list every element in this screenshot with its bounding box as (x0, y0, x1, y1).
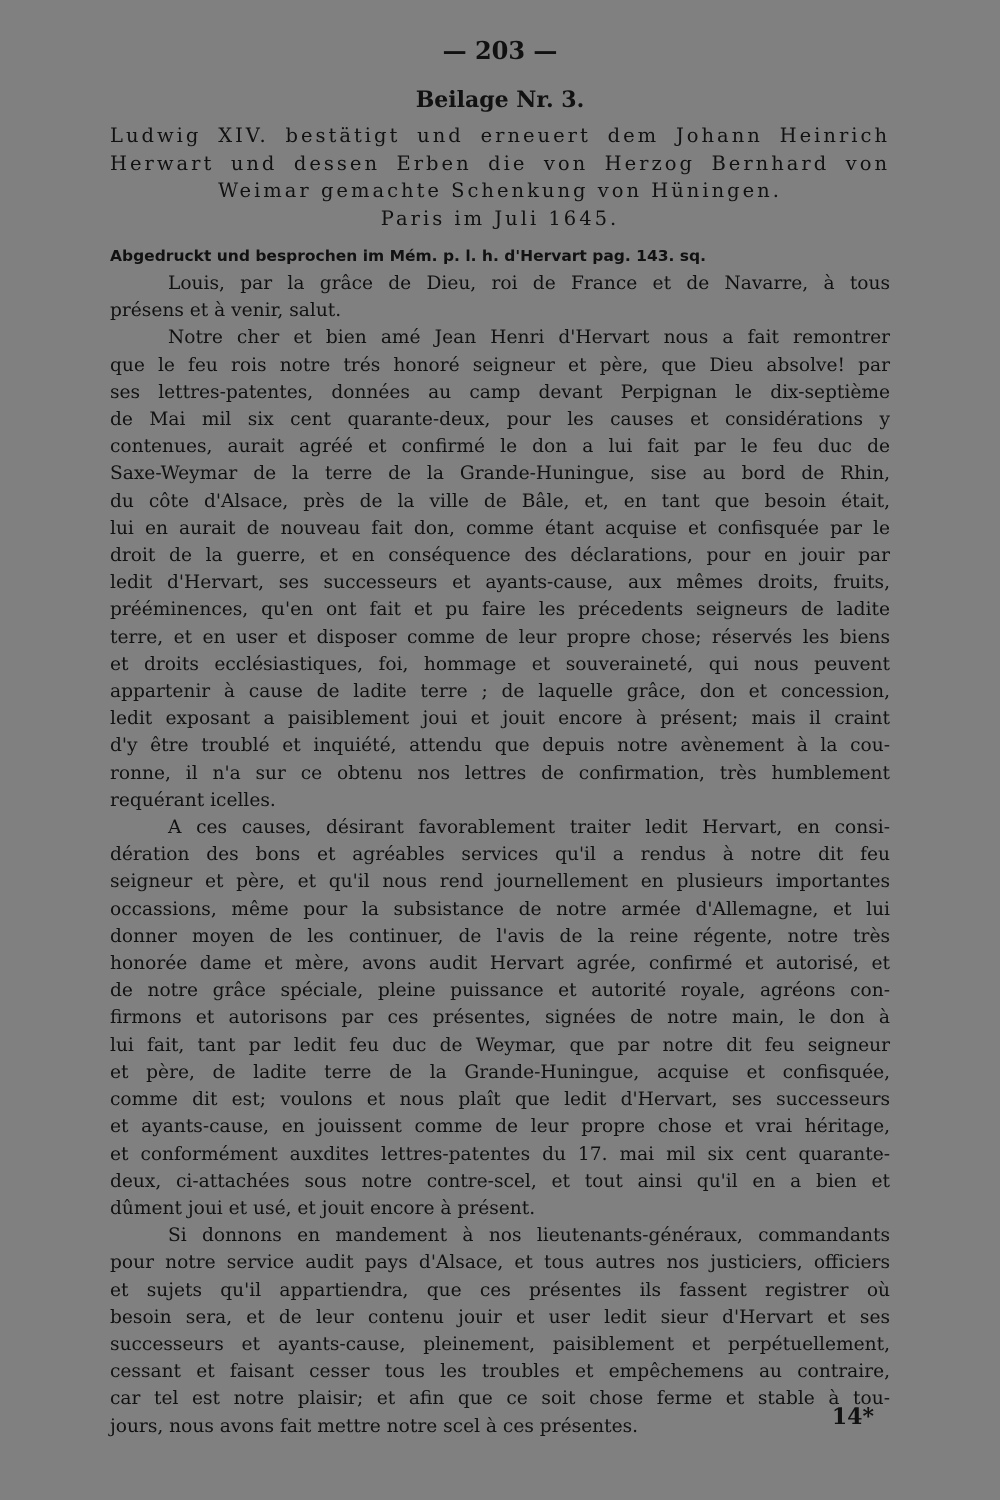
text-line: et sujets qu'il appartiendra, que ces présentes ils fassent registrer où (110, 1279, 890, 1301)
paragraph (110, 1222, 890, 1440)
text-line: dération des bons et agréables services qu'il a rendus à notre dit feu (110, 844, 890, 866)
text-line: appartenir à cause de ladite terre ; de laquelle grâce, don et concession, (110, 681, 890, 703)
text-line: terre, et en user et disposer comme de leur propre chose; réservés les biens (110, 626, 890, 648)
paragraph (110, 324, 890, 814)
signature-mark: 14* (831, 1404, 874, 1430)
source-citation: Abgedruckt und besprochen im Mém. p. l. h. d'Hervart pag. 143. sq. (110, 247, 707, 265)
heading-line: Ludwig XIV. bestätigt und erneuert dem Johann Heinrich (110, 124, 890, 147)
text-line: présens et à venir, salut. (110, 300, 342, 322)
document-heading (110, 122, 890, 232)
heading-line: Herwart und dessen Erben die von Herzog Bernhard von (110, 151, 890, 175)
appendix-title: Beilage Nr. 3. (415, 87, 585, 113)
text-line: du côte d'Alsace, près de la ville de Bâle, et, en tant que besoin était, (110, 490, 890, 512)
text-line: firmons et autorisons par ces présentes, signées de notre main, le don à (110, 1007, 890, 1029)
document-page (110, 28, 890, 1472)
text-line: et père, de ladite terre de la Grande-Huningue, acquise et confisquée, (110, 1061, 890, 1083)
text-line: Si donnons en mandement à nos lieutenants-généraux, commandants (168, 1225, 890, 1247)
paragraph (110, 814, 890, 1222)
text-line: lui en aurait de nouveau fait don, comme étant acquise et confisquée par le (110, 517, 890, 539)
text-line: de notre grâce spéciale, pleine puissance et autorité royale, agréons con- (110, 980, 890, 1002)
text-line: ses lettres-patentes, données au camp devant Perpignan le dix-septième (110, 381, 890, 403)
text-line: donner moyen de les continuer, de l'avis de la reine régente, notre très (110, 925, 890, 947)
text-line: ledit exposant a paisiblement joui et jouit encore à présent; mais il craint (110, 708, 890, 730)
text-line: besoin sera, et de leur contenu jouir et user ledit sieur d'Hervart et ses (110, 1306, 890, 1328)
text-line: de Mai mil six cent quarante-deux, pour les causes et considérations y (110, 409, 890, 431)
text-line: comme dit est; voulons et nous plaît que ledit d'Hervart, ses successeurs (110, 1089, 890, 1111)
text-line: cessant et faisant cesser tous les troubles et empêchemens au contraire, (110, 1361, 890, 1383)
text-line: A ces causes, désirant favorablement traiter ledit Hervart, en consi- (168, 817, 890, 839)
text-line: d'y être troublé et inquiété, attendu que depuis notre avènement à la cou- (110, 735, 890, 757)
text-line: occassions, même pour la subsistance de notre armée d'Allemagne, et lui (110, 898, 890, 920)
text-line: requérant icelles. (110, 789, 276, 811)
text-line: successeurs et ayants-cause, pleinement, paisiblement et perpétuellement, (110, 1333, 890, 1355)
text-line: et ayants-cause, en jouissent comme de leur propre chose et vrai héritage, (110, 1116, 890, 1138)
text-line: lui fait, tant par ledit feu duc de Weymar, que par notre dit feu seigneur (110, 1034, 890, 1056)
text-line: prééminences, qu'en ont fait et pu faire les précedents seigneurs de ladite (110, 599, 890, 621)
heading-date: Paris im Juli 1645. (380, 206, 620, 230)
text-line: et conformément auxdites lettres-patentes du 17. mai mil six cent quarante- (110, 1143, 890, 1165)
text-line: deux, ci-attachées sous notre contre-scel, et tout ainsi qu'il en a bien et (110, 1170, 890, 1192)
text-line: car tel est notre plaisir; et afin que ce soit chose ferme et stable à tou- (110, 1388, 890, 1410)
page-number: — 203 — (442, 36, 558, 65)
text-line: dûment joui et usé, et jouit encore à présent. (110, 1197, 536, 1219)
text-line: que le feu rois notre trés honoré seigneur et père, que Dieu absolve! par (110, 354, 890, 376)
heading-line: Weimar gemachte Schenkung von Hüningen. (218, 179, 782, 202)
text-line: jours, nous avons fait mettre notre scel à ces présentes. (110, 1415, 639, 1437)
text-line: seigneur et père, et qu'il nous rend journellement en plusieurs importantes (110, 871, 890, 893)
text-line: contenues, aurait agréé et confirmé le don a lui fait par le feu duc de (110, 436, 890, 458)
text-line: ronne, il n'a sur ce obtenu nos lettres de confirmation, très humblement (110, 762, 890, 784)
text-line: et droits ecclésiastiques, foi, hommage et souveraineté, qui nous peuvent (110, 653, 890, 675)
text-line: droit de la guerre, et en conséquence des déclarations, pour en jouir par (110, 545, 890, 567)
document-body (110, 270, 890, 1440)
text-line: Notre cher et bien amé Jean Henri d'Hervart nous a fait remontrer (168, 327, 890, 349)
text-line: Louis, par la grâce de Dieu, roi de France et de Navarre, à tous (168, 273, 890, 294)
text-line: ledit d'Hervart, ses successeurs et ayants-cause, aux mêmes droits, fruits, (110, 572, 890, 594)
text-line: Saxe-Weymar de la terre de la Grande-Huningue, sise au bord de Rhin, (110, 463, 890, 485)
paragraph (110, 270, 890, 324)
text-line: honorée dame et mère, avons audit Hervart agrée, confirmé et autorisé, et (110, 953, 890, 975)
text-line: pour notre service audit pays d'Alsace, et tous autres nos justiciers, officiers (110, 1252, 890, 1274)
